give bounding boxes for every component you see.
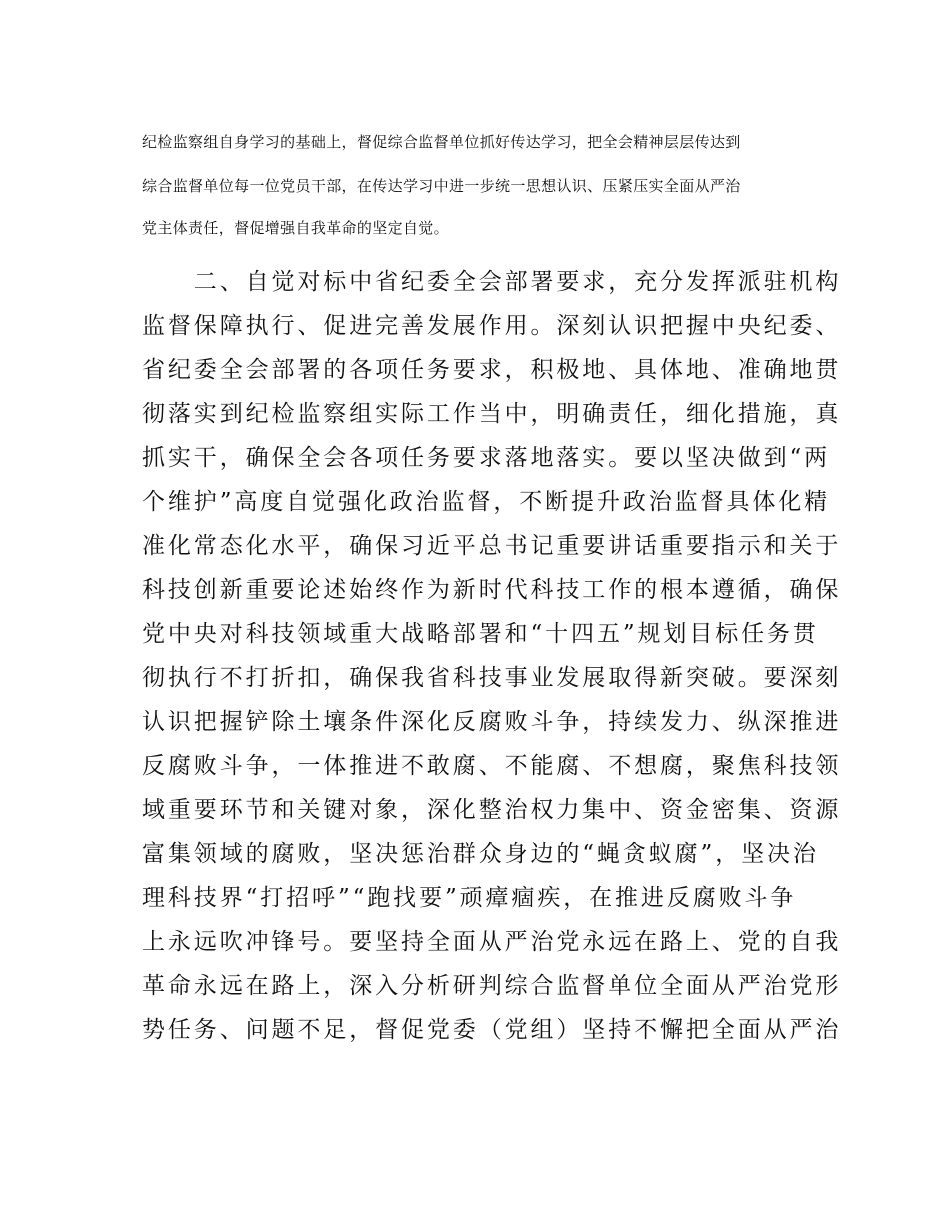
body-line-15: 理科技界“打招呼”“跑找要”顽瘴痼疾，在推进反腐败斗争 — [142, 885, 797, 911]
intro-line-2: 综合监督单位每一位党员干部，在传达学习中进一步统一思想认识、压紧压实全面从严治 — [142, 177, 741, 195]
body-line-12: 反腐败斗争，一体推进不敢腐、不能腐、不想腐，聚焦科技领 — [142, 753, 842, 779]
intro-line-3: 党主体责任，督促增强自我革命的坚定自觉。 — [142, 219, 450, 237]
body-line-7: 准化常态化水平，确保习近平总书记重要讲话重要指示和关于 — [142, 533, 842, 559]
intro-line-1: 纪检监察组自身学习的基础上，督促综合监督单位抓好传达学习，把全会精神层层传达到 — [142, 133, 741, 151]
body-line-13: 域重要环节和关键对象，深化整治权力集中、资金密集、资源 — [142, 797, 842, 823]
body-line-5: 抓实干，确保全会各项任务要求落地落实。要以坚决做到“两 — [142, 445, 831, 471]
body-line-9: 党中央对科技领域重大战略部署和“十四五”规划目标任务贯 — [142, 621, 819, 647]
body-line-8: 科技创新重要论述始终作为新时代科技工作的根本遵循，确保 — [142, 577, 842, 603]
body-line-11: 认识把握铲除土壤条件深化反腐败斗争，持续发力、纵深推进 — [142, 709, 842, 735]
body-line-6: 个维护”高度自觉强化政治监督，不断提升政治监督具体化精 — [142, 489, 831, 515]
body-line-3: 省纪委全会部署的各项任务要求，积极地、具体地、准确地贯 — [142, 357, 842, 383]
body-line-2: 监督保障执行、促进完善发展作用。深刻认识把握中央纪委、 — [142, 313, 842, 339]
body-line-14: 富集领域的腐败，坚决惩治群众身边的“蝇贪蚁腐”，坚决治 — [142, 841, 819, 867]
body-line-4: 彻落实到纪检监察组实际工作当中，明确责任，细化措施，真 — [142, 401, 842, 427]
body-line-17: 革命永远在路上，深入分析研判综合监督单位全面从严治党形 — [142, 973, 842, 999]
body-line-18: 势任务、问题不足，督促党委（党组）坚持不懈把全面从严治 — [142, 1017, 842, 1043]
body-line-10: 彻执行不打折扣，确保我省科技事业发展取得新突破。要深刻 — [142, 665, 842, 691]
section-heading-line: 二、自觉对标中省纪委全会部署要求，充分发挥派驻机构 — [142, 269, 842, 295]
body-line-16: 上永远吹冲锋号。要坚持全面从严治党永远在路上、党的自我 — [142, 929, 842, 955]
